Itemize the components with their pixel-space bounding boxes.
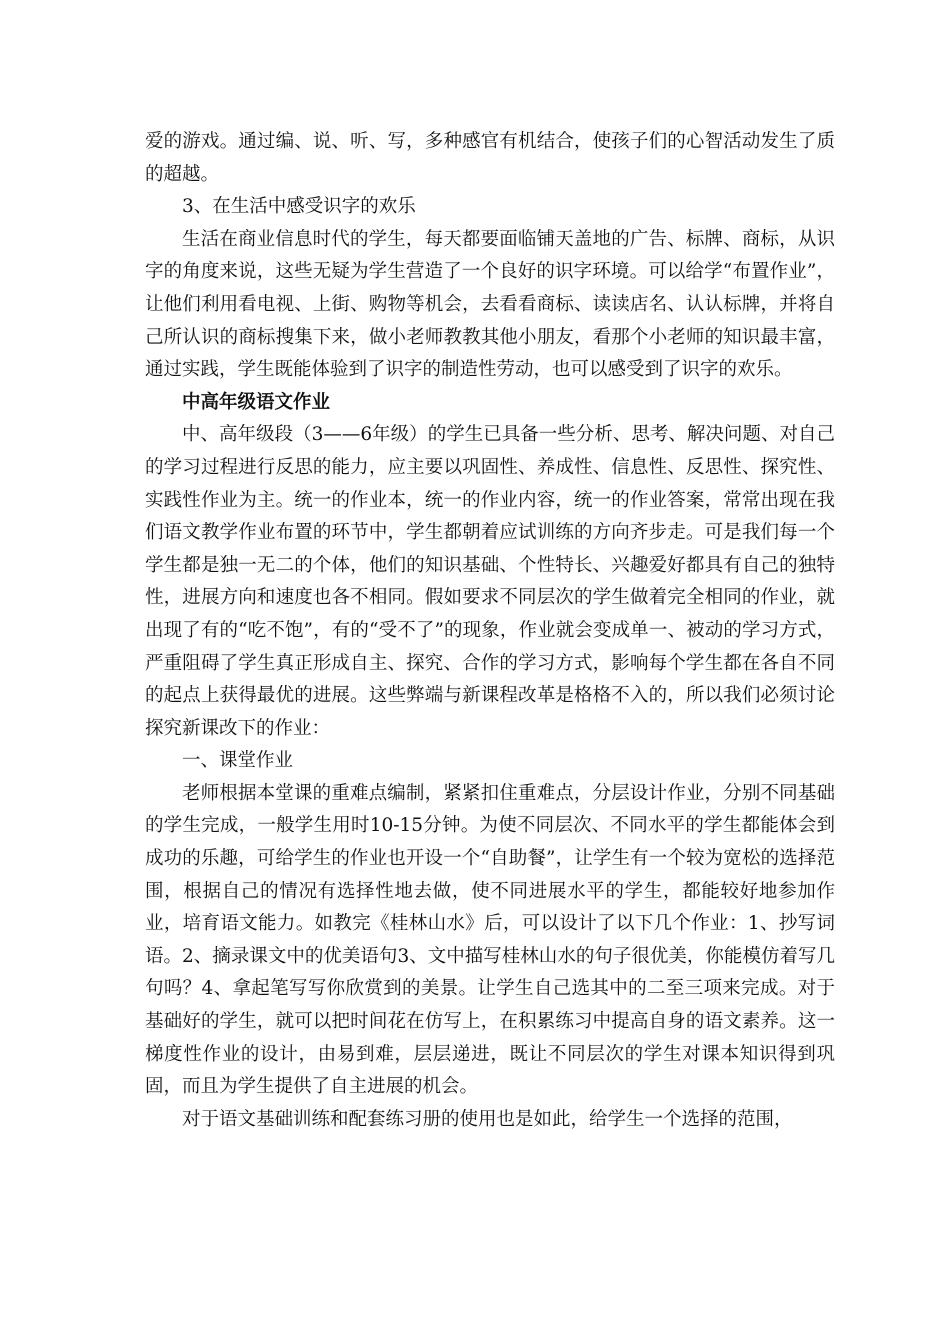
paragraph-commercial-literacy: 生活在商业信息时代的学生，每天都要面临铺天盖地的广告、标牌、商标，从识字的角度来说，这些无疑为学生营造了一个良好的识字环境。可以给学“布置作业”，让他们利用看电视、上街、购物等机会，去看看商标、读读店名、认认标牌，并将自己所认识的商标搜集下来，做小老师教教其他小朋友，看那个小老师的知识最丰富，通过实践，学生既能体验到了识字的制造性劳动，也可以感受到了识字的欢乐。 — [145, 228, 835, 381]
section-heading-upper-grade-homework: 中高年级语文作业 — [182, 391, 331, 413]
paragraph-continuation: 爱的游戏。通过编、说、听、写，多种感官有机结合，使孩子们的心智活动发生了质的超越。 — [145, 131, 835, 185]
paragraph-classroom-homework: 老师根据本堂课的重难点编制，紧紧扣住重难点，分层设计作业，分别不同基础的学生完成，一般学生用时10-15分钟。为使不同层次、不同水平的学生都能体会到成功的乐趣，可给学生的作业也开设一个“自助餐”，让学生有一个较为宽松的选择范围，根据自己的情况有选择性地去做，使不同进展水平的学生，都能较好地参加作业，培育语文能力。如教完《桂林山水》后，可以设计了以下几个作业：1、抄写词语。2、摘录课文中的优美语句3、文中描写桂林山水的句子很优美，你能模仿着写几句吗？4、拿起笔写写你欣赏到的美景。让学生自己选其中的二至三项来完成。对于基础好的学生，就可以把时间花在仿写上，在积累练习中提高自身的语文素养。这一梯度性作业的设计，由易到难，层层递进，既让不同层次的学生对课本知识得到巩固，而且为学生提供了自主进展的机会。 — [145, 782, 835, 1098]
paragraph-workbook-usage: 对于语文基础训练和配套练习册的使用也是如此，给学生一个选择的范围， — [182, 1108, 793, 1130]
document-body — [145, 126, 835, 1136]
subheading-literacy-in-life: 3、在生活中感受识字的欢乐 — [182, 196, 416, 218]
subheading-classroom-homework: 一、课堂作业 — [182, 750, 294, 772]
paragraph-upper-grade-intro: 中、高年级段（3——6年级）的学生已具备一些分析、思考、解决问题、对自己的学习过程进行反思的能力，应主要以巩固性、养成性、信息性、反思性、探究性、实践性作业为主。统一的作业本，统一的作业内容，统一的作业答案，常常出现在我们语文教学作业布置的环节中，学生都朝着应试训练的方向齐步走。可是我们每一个学生都是独一无二的个体，他们的知识基础、个性特长、兴趣爱好都具有自己的独特性，进展方向和速度也各不相同。假如要求不同层次的学生做着完全相同的作业，就出现了有的“吃不饱”，有的“受不了”的现象，作业就会变成单一、被动的学习方式，严重阻碍了学生真正形成自主、探究、合作的学习方式，影响每个学生都在各自不同的起点上获得最优的进展。这些弊端与新课程改革是格格不入的，所以我们必须讨论探究新课改下的作业： — [145, 424, 835, 739]
